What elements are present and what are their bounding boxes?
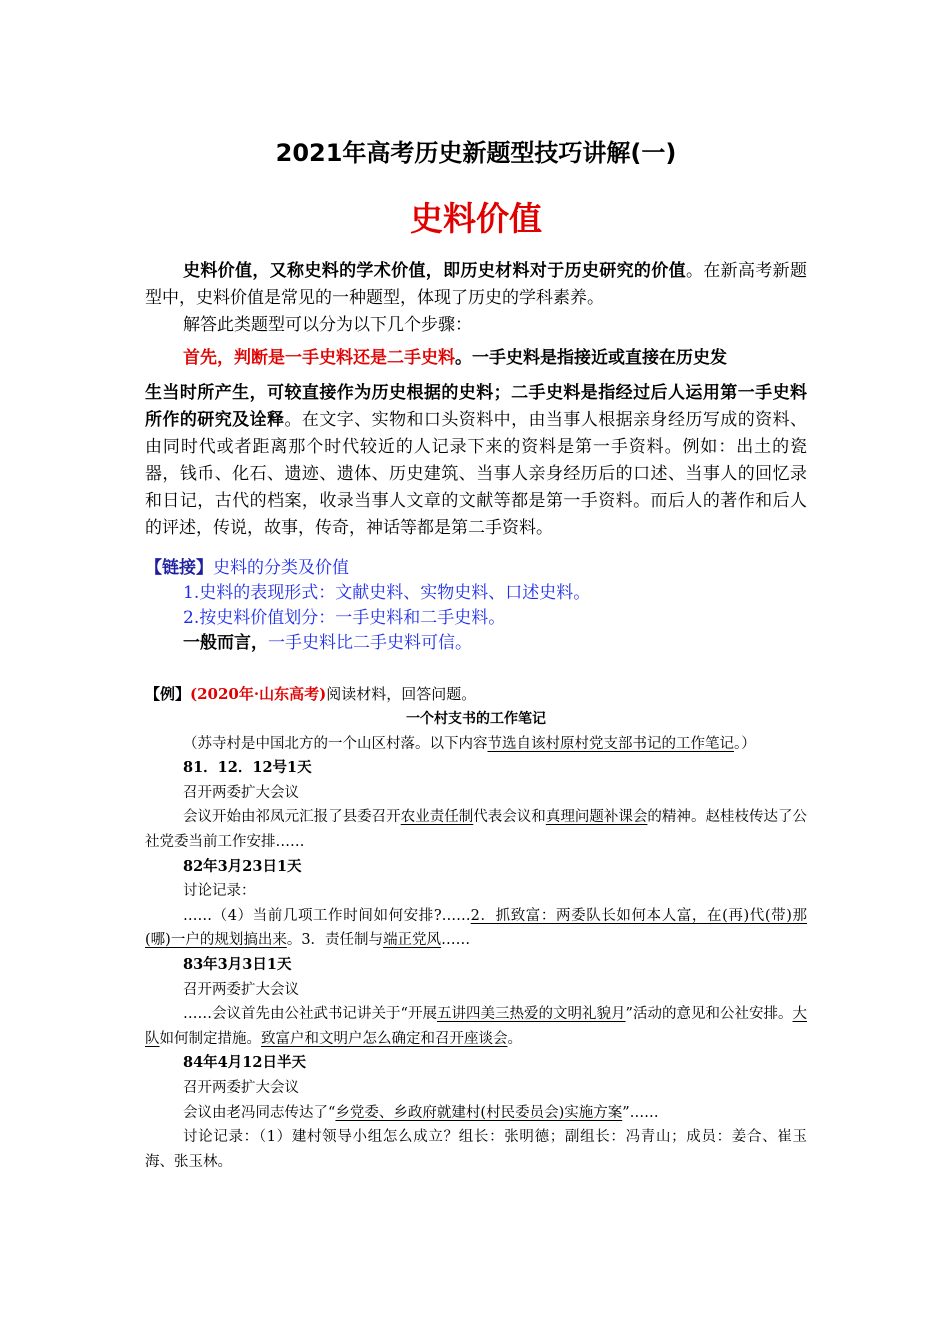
entry-4-paragraph xyxy=(145,1101,807,1126)
entry-2-text-c: …… xyxy=(441,932,471,949)
link-conclusion xyxy=(145,631,807,656)
definition-rest: 。在新高考新题型中，史料价值是常见的一种题型，体现了历史的学科素养。 xyxy=(145,261,808,308)
note-text: （苏寺村是中国北方的一个山区村落。以下内容 xyxy=(183,735,488,752)
link-item-1: 1.史料的表现形式：文献史料、实物史料、口述史料。 xyxy=(183,583,591,603)
entry-1-text-a: 会议开始由祁凤元汇报了县委召开 xyxy=(183,809,401,826)
example-tag: 【例】 xyxy=(145,685,191,703)
material-note xyxy=(145,732,807,757)
definition-bold: 史料价值，又称史料的学术价值，即历史材料对于历史研究的价值 xyxy=(183,261,686,281)
entry-3-text-b: ”活动的意见和公社安排。 xyxy=(625,1006,793,1023)
link-item-2: 2.按史料价值划分：一手史料和二手史料。 xyxy=(183,608,506,628)
entry-2-underline-2: 端正党风 xyxy=(383,932,442,949)
note-underline-2: 记 xyxy=(719,735,734,752)
entry-date-1: 81．12．12号1天 xyxy=(183,759,312,777)
entry-1-underline-2: 真理问题补课会 xyxy=(545,809,648,826)
first-step-section xyxy=(145,342,807,542)
entry-4-text-a: 会议由老冯同志传达了“ xyxy=(183,1104,336,1121)
link-section xyxy=(145,556,807,656)
entry-2-text-a: ……（4）当前几项工作时间如何安排?…… xyxy=(183,907,471,924)
entry-3-line: 召开两委扩大会议 xyxy=(183,981,299,998)
entry-date-2: 82年3月23日1天 xyxy=(183,857,302,875)
first-step-rest: 。在文字、实物和口头资料中，由当事人根据亲身经历写成的资料、由同时代或者距离那个时代较近的人记录下来的资料是第一手资料。例如：出土的瓷器，钱币、化石、遗迹、遗体、历史建筑、当事人亲身经历后的口述、当事人的回忆录和日记，古代的档案，收录当事人文章的文献等都是第一手资料。而后人的著作和后人的评述，传说，故事，传奇，神话等都是第二手资料。 xyxy=(145,410,808,538)
example-source: (2020年·山东高考) xyxy=(190,685,327,703)
entry-4-discussion: 讨论记录：（1）建村领导小组怎么成立？组长：张明德；副组长：冯青山；成员：姜合、崔玉海、张玉林。 xyxy=(145,1129,807,1170)
first-step-label: 首先，判断是一手史料还是二手史料 xyxy=(183,348,455,368)
example-section xyxy=(145,681,807,1174)
material-title: 一个村支书的工作笔记 xyxy=(406,711,546,727)
entry-date-3: 83年3月3日1天 xyxy=(183,955,292,973)
intro-section xyxy=(145,258,807,339)
entry-3-text-c: 如何制定措施。 xyxy=(159,1030,261,1047)
entry-1-text-c: 的精神。赵桂枝传达了公社党委当前工作安排…… xyxy=(145,809,808,850)
first-step-body xyxy=(145,380,807,542)
link-title: 史料的分类及价值 xyxy=(213,558,349,578)
entry-2-line: 讨论记录： xyxy=(183,883,256,900)
entry-4-underline-1: 乡党委、乡政府就建村(村民委员会)实施方案 xyxy=(335,1104,623,1121)
definition-paragraph xyxy=(145,258,807,312)
entry-1-paragraph xyxy=(145,805,807,854)
example-heading xyxy=(145,681,807,707)
entry-4-text-b: ”…… xyxy=(622,1104,659,1121)
first-step-bold-b: 生当时所产生，可较直接作为历史根据的史料；二手史料是指经过后人运用第一手史料所作的研究及诠释 xyxy=(145,383,807,430)
page-title: 2021年高考历史新题型技巧讲解(一) xyxy=(275,139,677,167)
entry-3-text-d: 。 xyxy=(507,1030,522,1047)
conclusion-bold: 一般而言， xyxy=(183,633,268,653)
entry-3-underline-3: 致富户和文明户怎么确定和召开座谈会 xyxy=(261,1030,508,1047)
entry-1-line: 召开两委扩大会议 xyxy=(183,784,299,801)
entry-1-underline-1: 农业责任制 xyxy=(400,809,474,826)
first-step-bold-a: 。一手史料是指接近或直接在历史发 xyxy=(455,348,727,368)
entry-date-4: 84年4月12日半天 xyxy=(183,1054,306,1072)
note-end: 。） xyxy=(734,735,756,752)
steps-intro: 解答此类题型可以分为以下几个步骤： xyxy=(183,315,472,335)
first-step-lead xyxy=(145,342,807,374)
note-underline-1: 节选自该村原村党支部书记的工作笔 xyxy=(487,735,720,752)
link-tag: 【链接】 xyxy=(145,558,213,578)
entry-2-text-b: 。3．责任制与 xyxy=(286,932,384,949)
link-heading xyxy=(145,556,807,581)
entry-3-underline-2: 大队 xyxy=(145,1006,808,1047)
entry-2-paragraph xyxy=(145,904,807,953)
entry-3-text-a: ……会议首先由公社武书记讲关于“开展 xyxy=(183,1006,437,1023)
entry-3-underline-1: 五讲四美三热爱的文明礼貌月 xyxy=(436,1006,626,1023)
page-subtitle: 史料价值 xyxy=(410,199,542,238)
entry-1-text-b: 代表会议和 xyxy=(473,809,546,826)
entry-4-line: 召开两委扩大会议 xyxy=(183,1079,299,1096)
conclusion-blue: 一手史料比二手史料可信。 xyxy=(268,633,472,653)
example-prompt: 阅读材料，回答问题。 xyxy=(326,685,477,703)
entry-2-underline-1: 2．抓致富：两委队长如何本人富，在(再)代(带)那(哪)一户的规划搞出来 xyxy=(145,907,807,949)
entry-3-paragraph xyxy=(145,1002,807,1051)
